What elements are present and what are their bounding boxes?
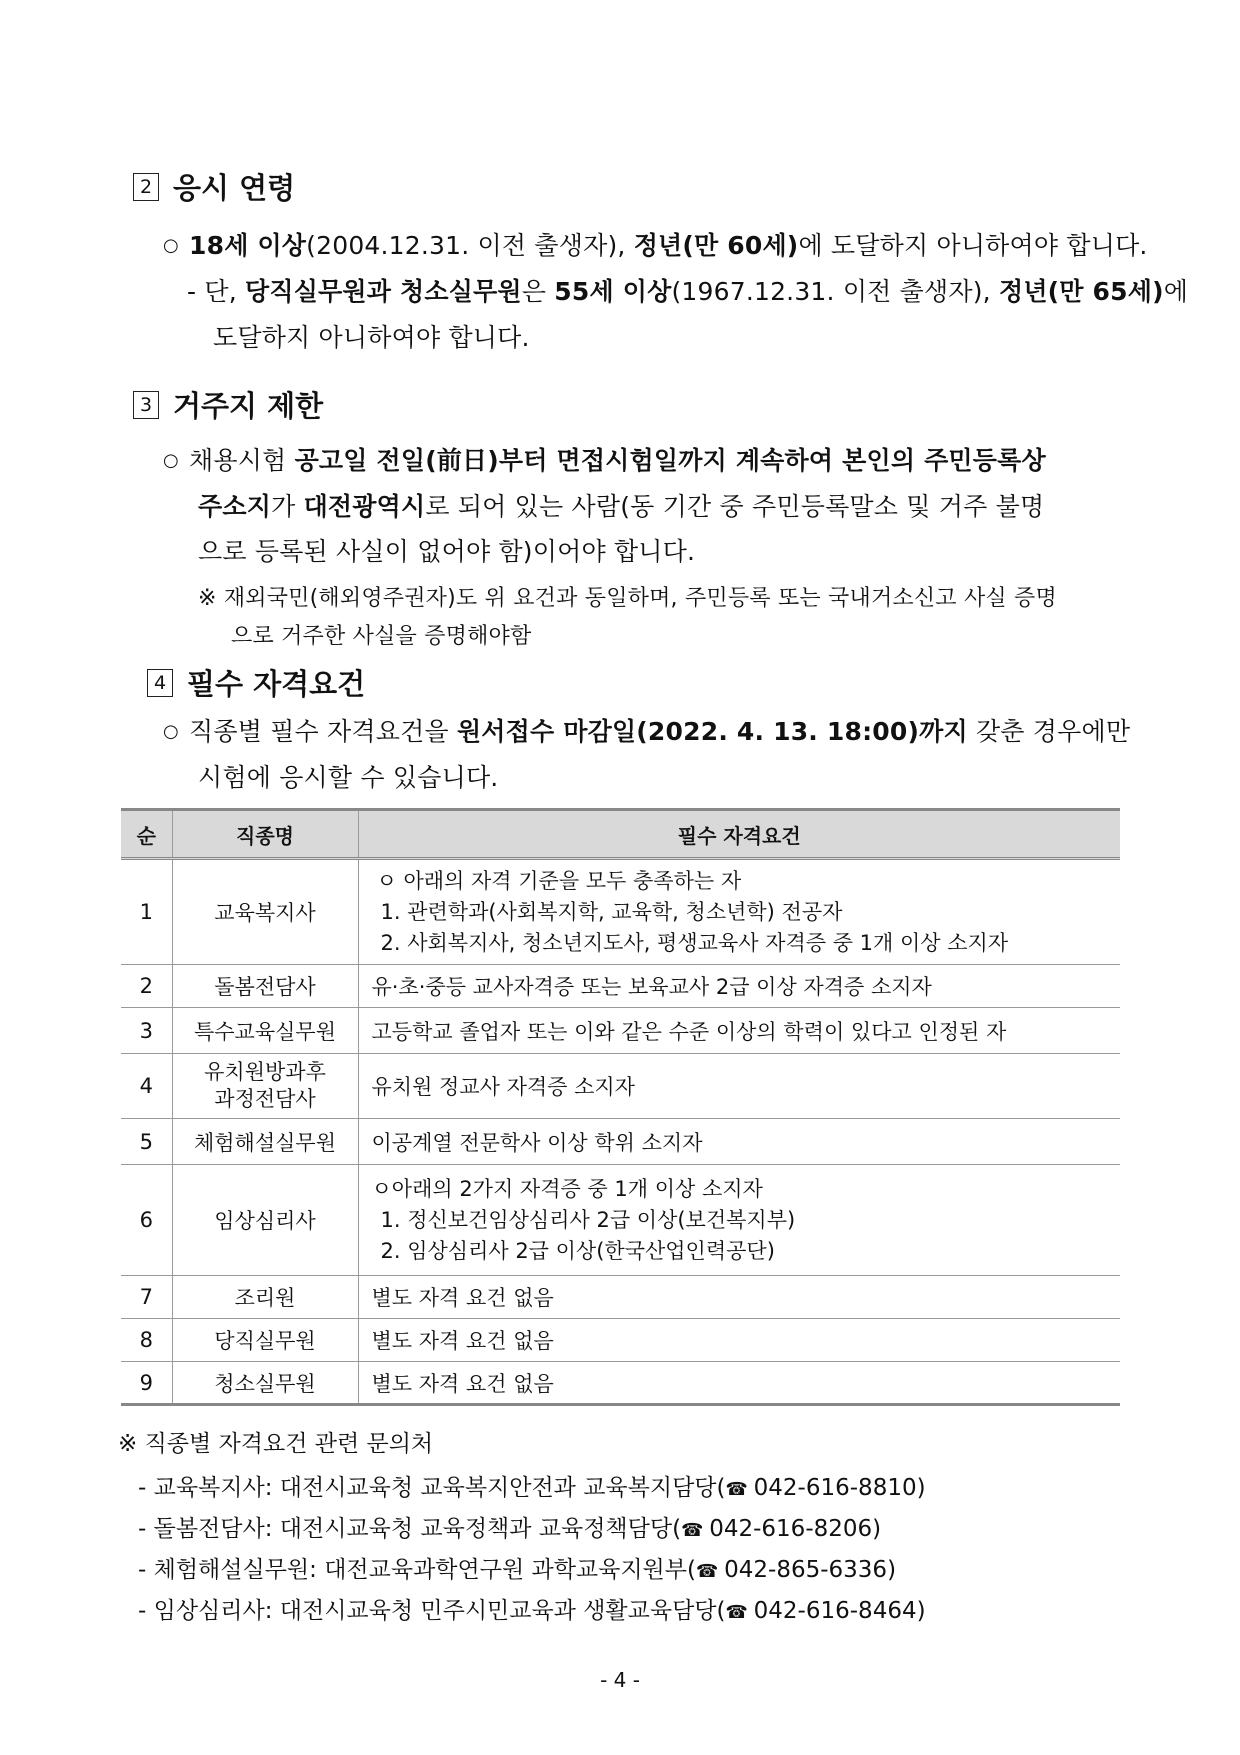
row-no: 6 <box>121 1165 172 1276</box>
row-requirement: 별도 자격 요건 없음 <box>358 1319 1120 1362</box>
section-3-heading: 거주지 제한 <box>173 389 324 423</box>
row-no: 8 <box>121 1319 172 1362</box>
age-line-3: 도달하지 아니하여야 합니다. <box>213 323 530 352</box>
section-4-number: 4 <box>147 669 173 697</box>
section-2-heading: 응시 연령 <box>173 171 296 205</box>
section-4-heading: 필수 자격요건 <box>187 667 366 701</box>
residence-line-3: 으로 등록된 사실이 없어야 함)이어야 합니다. <box>198 537 696 566</box>
section-4-title <box>147 662 365 703</box>
page-number: - 4 - <box>600 1668 640 1692</box>
row-no: 7 <box>121 1276 172 1319</box>
phone-icon: ☎ <box>695 1561 725 1582</box>
phone-icon: ☎ <box>681 1520 710 1541</box>
row-no: 9 <box>121 1362 172 1405</box>
header-job: 직종명 <box>172 810 358 859</box>
row-requirement: 이공계열 전문학사 이상 학위 소지자 <box>358 1119 1120 1165</box>
row-requirement: 별도 자격 요건 없음 <box>358 1276 1120 1319</box>
contact-item: - 교육복지사: 대전시교육청 교육복지안전과 교육복지담당(☎ 042-616-8810) <box>138 1475 926 1501</box>
residence-note-1: ※ 재외국민(해외영주권자)도 위 요건과 동일하며, 주민등록 또는 국내거소신고 사실 증명 <box>198 586 1057 611</box>
row-requirement: 고등학교 졸업자 또는 이와 같은 수준 이상의 학력이 있다고 인정된 자 <box>358 1008 1120 1054</box>
row-job: 교육복지사 <box>172 859 358 965</box>
header-no: 순 <box>121 810 172 859</box>
table-row <box>121 859 1120 965</box>
age-line-1: ○ 18세 이상(2004.12.31. 이전 출생자), 정년(만 60세)에 도달하지 아니하여야 합니다. <box>163 231 1148 260</box>
table-header-row <box>121 810 1120 859</box>
section-3-title <box>133 384 323 425</box>
row-job: 유치원방과후 과정전담사 <box>172 1054 358 1119</box>
row-job: 임상심리사 <box>172 1165 358 1276</box>
row-job: 특수교육실무원 <box>172 1008 358 1054</box>
contact-item: - 임상심리사: 대전시교육청 민주시민교육과 생활교육담당(☎ 042-616-8464) <box>138 1598 926 1624</box>
row-no: 3 <box>121 1008 172 1054</box>
row-no: 2 <box>121 965 172 1008</box>
residence-note-2: 으로 거주한 사실을 증명해야함 <box>231 624 532 649</box>
circle-bullet-icon: ○ <box>163 235 179 256</box>
table-row <box>121 1276 1120 1319</box>
qualification-line-2: 시험에 응시할 수 있습니다. <box>198 763 499 792</box>
section-2-number: 2 <box>133 173 159 201</box>
row-requirement: 유·초·중등 교사자격증 또는 보육교사 2급 이상 자격증 소지자 <box>358 965 1120 1008</box>
row-requirement: ㅇ 아래의 자격 기준을 모두 충족하는 자 1. 관련학과(사회복지학, 교육학, 청소년학) 전공자 2. 사회복지사, 청소년지도사, 평생교육사 자격증 중 1개 이상 소지자 <box>358 859 1120 965</box>
header-requirement: 필수 자격요건 <box>358 810 1120 859</box>
phone-icon: ☎ <box>725 1602 754 1623</box>
circle-bullet-icon: ○ <box>163 450 179 471</box>
age-line-2: - 단, 당직실무원과 청소실무원은 55세 이상(1967.12.31. 이전 출생자), 정년(만 65세)에 <box>187 277 1189 306</box>
table-row <box>121 1054 1120 1119</box>
table-row <box>121 1119 1120 1165</box>
phone-icon: ☎ <box>725 1479 754 1500</box>
row-no: 4 <box>121 1054 172 1119</box>
row-no: 5 <box>121 1119 172 1165</box>
contact-item: - 돌봄전담사: 대전시교육청 교육정책과 교육정책담당(☎ 042-616-8206) <box>138 1516 882 1542</box>
requirements-table <box>121 808 1120 1406</box>
row-job: 돌봄전담사 <box>172 965 358 1008</box>
contact-item: - 체험해설실무원: 대전교육과학연구원 과학교육지원부(☎ 042-865-6336) <box>138 1557 897 1583</box>
row-no: 1 <box>121 859 172 965</box>
row-job: 체험해설실무원 <box>172 1119 358 1165</box>
table-row <box>121 1165 1120 1276</box>
section-2-title <box>133 166 295 207</box>
residence-line-1: ○ 채용시험 공고일 전일(前日)부터 면접시험일까지 계속하여 본인의 주민등록상 <box>163 446 1046 475</box>
circle-bullet-icon: ○ <box>163 721 179 742</box>
qualification-line-1: ○ 직종별 필수 자격요건을 원서접수 마감일(2022. 4. 13. 18:00)까지 갖춘 경우에만 <box>163 717 1131 746</box>
row-requirement: ㅇ아래의 2가지 자격증 중 1개 이상 소지자 1. 정신보건임상심리사 2급 이상(보건복지부) 2. 임상심리사 2급 이상(한국산업인력공단) <box>358 1165 1120 1276</box>
row-requirement: 유치원 정교사 자격증 소지자 <box>358 1054 1120 1119</box>
table-row <box>121 1008 1120 1054</box>
contacts-title: ※ 직종별 자격요건 관련 문의처 <box>118 1431 434 1457</box>
table-row <box>121 1362 1120 1405</box>
row-job: 조리원 <box>172 1276 358 1319</box>
row-job: 청소실무원 <box>172 1362 358 1405</box>
table-row <box>121 965 1120 1008</box>
row-job: 당직실무원 <box>172 1319 358 1362</box>
residence-line-2: 주소지가 대전광역시로 되어 있는 사람(동 기간 중 주민등록말소 및 거주 불명 <box>198 492 1045 521</box>
section-3-number: 3 <box>133 391 159 419</box>
row-requirement: 별도 자격 요건 없음 <box>358 1362 1120 1405</box>
table-row <box>121 1319 1120 1362</box>
